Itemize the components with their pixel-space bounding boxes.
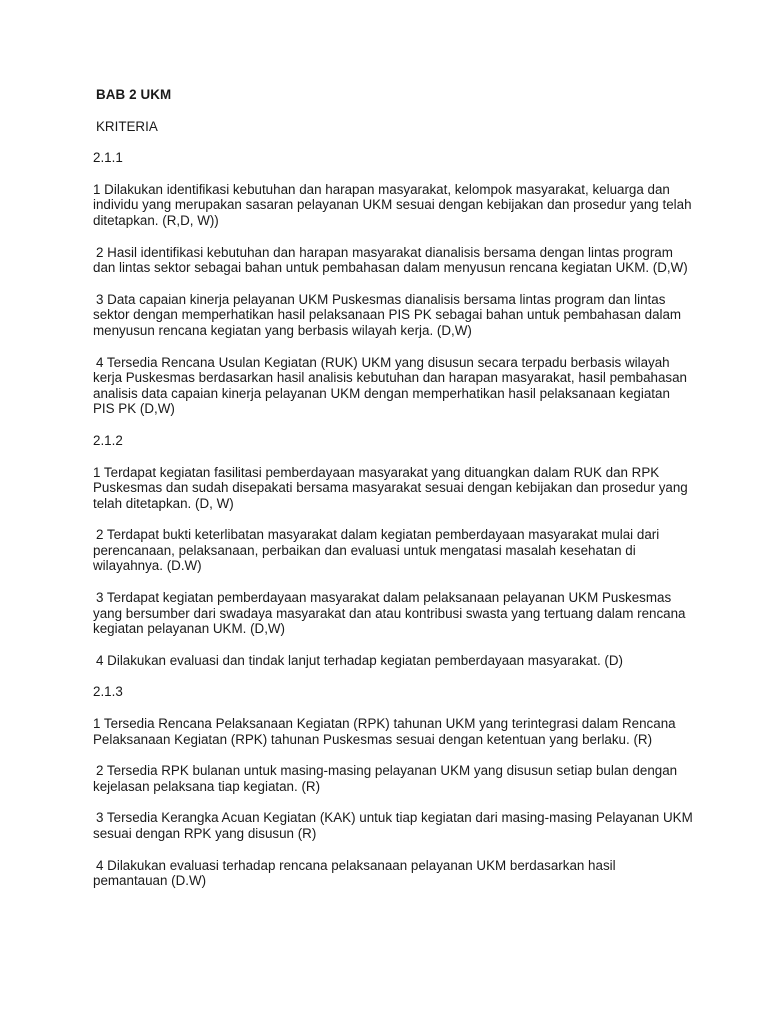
- criteria-item: 3 Data capaian kinerja pelayanan UKM Puskesmas dianalisis bersama lintas program dan lintas sektor dengan memperhatikan hasil pelaksanaan PIS PK sebagai bahan untuk pembahasan dalam menyusun rencana kegiatan yang berbasis wilayah kerja. (D,W): [93, 291, 685, 338]
- section-number: 2.1.2: [93, 432, 123, 448]
- document-subtitle: KRITERIA: [96, 118, 158, 134]
- criteria-item: 4 Tersedia Rencana Usulan Kegiatan (RUK) UKM yang disusun secara terpadu berbasis wilayah kerja Puskesmas berdasarkan hasil analisis kebutuhan dan harapan masyarakat, hasil pembahasan analisis data capaian kinerja pelayanan UKM dengan memperhatikan hasil pelaksanaan kegiatan PIS PK (D,W): [93, 354, 691, 417]
- criteria-item: 3 Terdapat kegiatan pemberdayaan masyarakat dalam pelaksanaan pelayanan UKM Puskesmas yang bersumber dari swadaya masyarakat dan atau kontribusi swasta yang tertuang dalam rencana kegiatan pelayanan UKM. (D,W): [93, 590, 690, 637]
- section-number: 2.1.3: [93, 684, 123, 700]
- section-2-1-2: [93, 433, 693, 669]
- section-2-1-1: [93, 150, 696, 417]
- section-2-1-3: [93, 684, 697, 889]
- criteria-item: 1 Terdapat kegiatan fasilitasi pemberdayaan masyarakat yang dituangkan dalam RUK dan RPK Puskesmas dan sudah disepakati bersama masyarakat sesuai dengan kebijakan dan prosedur yang telah ditetapkan. (D, W): [93, 464, 692, 511]
- document-body: [93, 87, 697, 905]
- criteria-item: 2 Tersedia RPK bulanan untuk masing-masing pelayanan UKM yang disusun setiap bulan dengan kejelasan pelaksana tiap kegiatan. (R): [93, 763, 681, 794]
- document-title: BAB 2 UKM: [96, 87, 172, 102]
- section-number: 2.1.1: [93, 150, 123, 166]
- criteria-item: 4 Dilakukan evaluasi terhadap rencana pelaksanaan pelayanan UKM berdasarkan hasil pemantauan (D.W): [93, 857, 620, 889]
- criteria-item: 2 Terdapat bukti keterlibatan masyarakat dalam kegiatan pemberdayaan masyarakat mulai dari perencanaan, pelaksanaan, perbaikan dan evaluasi untuk mengatasi masalah kesehatan di wilayahnya. (D.W): [93, 527, 663, 574]
- criteria-item: 4 Dilakukan evaluasi dan tindak lanjut terhadap kegiatan pemberdayaan masyarakat. (D): [96, 652, 624, 668]
- criteria-item: 1 Tersedia Rencana Pelaksanaan Kegiatan (RPK) tahunan UKM yang terintegrasi dalam Rencana Pelaksanaan Kegiatan (RPK) tahunan Puskesmas sesuai dengan ketentuan yang berlaku. (R): [93, 716, 680, 747]
- criteria-item: 3 Tersedia Kerangka Acuan Kegiatan (KAK) untuk tiap kegiatan dari masing-masing Pelayanan UKM sesuai dengan RPK yang disusun (R): [93, 810, 697, 841]
- criteria-item: 1 Dilakukan identifikasi kebutuhan dan harapan masyarakat, kelompok masyarakat, keluarga dan individu yang merupakan sasaran pelayanan UKM sesuai dengan kebijakan dan prosedur yang telah ditetapkan. (R,D, W)): [93, 181, 696, 228]
- criteria-item: 2 Hasil identifikasi kebutuhan dan harapan masyarakat dianalisis bersama dengan lintas program dan lintas sektor sebagai bahan untuk pembahasan dalam menyusun rencana kegiatan UKM. (D,W): [93, 244, 688, 276]
